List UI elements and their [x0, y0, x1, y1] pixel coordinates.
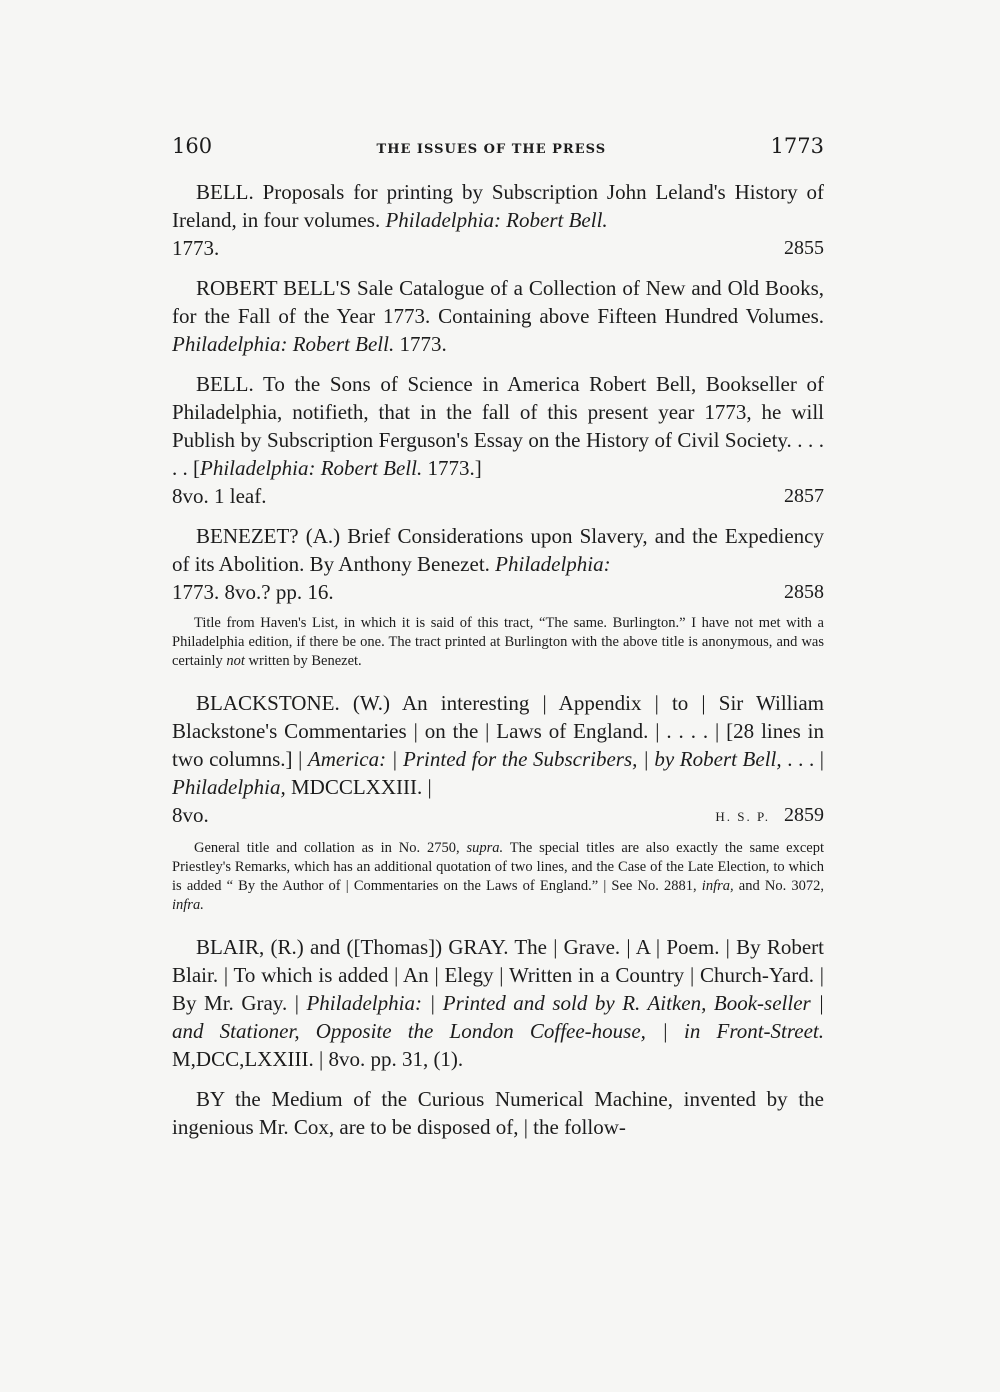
entry-cox-machine [172, 1085, 824, 1141]
entry-number: 2858 [784, 581, 824, 603]
running-head [172, 134, 824, 164]
entry-2859 [172, 689, 824, 831]
entry-2857 [172, 370, 824, 510]
entry-text: BELL. To the Sons of Science in America Robert Bell, Bookseller of Philadelphia, notifieth, that in the fall of this present year 1773, he will Publish by Subscription Ferguson's Essay on the History of Civil Society. . . . . . [Philadelphia: Robert Bell. 1773.] [172, 372, 824, 480]
entry-number: 2859 [784, 804, 824, 826]
entry-note-2858: Title from Haven's List, in which it is said of this tract, “The same. Burlington.” I have not met with a Philadelphia edition, if there be one. The tract printed at Burlington with the above title is anonymous, and was certainly not written by Benezet. [172, 615, 824, 669]
page-number: 160 [172, 134, 213, 158]
entry-last-line: 8vo. 1 leaf. 2857 [172, 484, 824, 508]
entry-2855 [172, 178, 824, 262]
entry-2858 [172, 522, 824, 606]
entry-note-2859: General title and collation as in No. 2750, supra. The special titles are also exactly the same except Priestley's Remarks, which has an additional quotation of two lines, and the Case of the Late Election, to which is added “ By the Author of | Commentaries on the Laws of England.” | See No. 2881, infra, and No. 3072, infra. [172, 840, 825, 913]
location-mark: H. S. P. [715, 809, 770, 824]
entry-text: BENEZET? (A.) Brief Considerations upon Slavery, and the Expediency of its Abolition. By Anthony Benezet. Philadelphia: [172, 524, 824, 576]
entry-blair-gray [172, 933, 824, 1073]
entry-text: BY the Medium of the Curious Numerical Machine, invented by the ingenious Mr. Cox, are to be disposed of, | the follow- [172, 1087, 824, 1139]
entry-number: 2855 [784, 237, 824, 259]
entry-text: BLAIR, (R.) and ([Thomas]) GRAY. The | Grave. | A | Poem. | By Robert Blair. | To which is added | An | Elegy | Written in a Country | Church-Yard. | By Mr. Gray. | Philadelphia: | Printed and sold by R. Aitken, Book-seller | and Stationer, Opposite the London Coffee-house, | in Front-Street. M,DCC,LXXIII. | 8vo. pp. 31, (1). [172, 935, 824, 1071]
entry-bell-catalogue [172, 274, 824, 358]
entry-text: BLACKSTONE. (W.) An interesting | Appendix | to | Sir William Blackstone's Commentaries | on the | Laws of England. | . . . . | [28 lines in two columns.] | America: | Printed for the Subscribers, | by Robert Bell, . . . | Philadelphia, MDCCLXXIII. | [172, 691, 825, 799]
entries [172, 178, 824, 1153]
running-title: THE ISSUES OF THE PRESS [376, 142, 607, 157]
entry-last-line: 8vo. H. S. P. 2859 [172, 801, 824, 831]
entry-last-line: 1773. 2855 [172, 236, 824, 260]
running-year: 1773 [770, 134, 824, 158]
entry-text: BELL. Proposals for printing by Subscription John Leland's History of Ireland, in four volumes. Philadelphia: Robert Bell. [172, 180, 824, 232]
entry-last-line: 1773. 8vo.? pp. 16. 2858 [172, 580, 824, 604]
entry-number: 2857 [784, 485, 824, 507]
entry-text: ROBERT BELL'S Sale Catalogue of a Collection of New and Old Books, for the Fall of the Year 1773. Containing above Fifteen Hundred Volumes. Philadelphia: Robert Bell. 1773. [172, 276, 824, 356]
